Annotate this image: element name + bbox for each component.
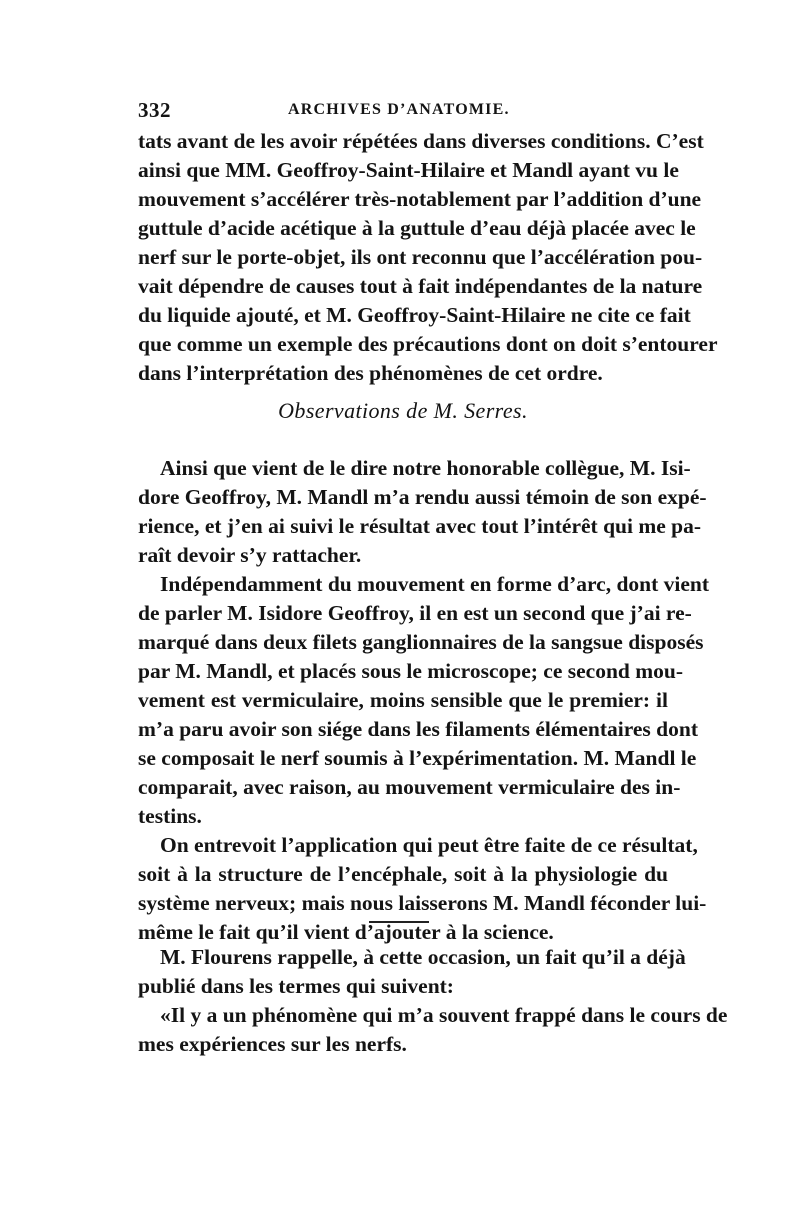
text-line: nerf sur le porte-objet, ils ont reconnu que l’accélération pou- <box>138 245 703 269</box>
section-heading: Observations de M. Serres. <box>278 398 528 423</box>
text-line: du liquide ajouté, et M. Geoffroy-Saint-Hilaire ne cite ce fait <box>138 303 691 327</box>
text-line: guttule d’acide acétique à la guttule d’eau déjà placée avec le <box>138 216 696 240</box>
text-line: système nerveux; mais nous laisserons M. Mandl féconder lui- <box>138 891 707 915</box>
text-line: «Il y a un phénomène qui m’a souvent frappé dans le cours de <box>160 1003 728 1027</box>
text-line: testins. <box>138 804 202 828</box>
text-line: vement est vermiculaire, moins sensible que le premier: il <box>138 688 668 712</box>
text-line: rience, et j’en ai suivi le résultat avec tout l’intérêt qui me pa- <box>138 514 702 538</box>
text-line: On entrevoit l’application qui peut être faite de ce résultat, <box>160 833 698 857</box>
text-line: Ainsi que vient de le dire notre honorable collègue, M. Isi- <box>160 456 691 480</box>
text-line: mouvement s’accélérer très-notablement par l’addition d’une <box>138 187 702 211</box>
text-line: publié dans les termes qui suivent: <box>138 974 454 998</box>
text-line: soit à la structure de l’encéphale, soit à la physiologie du <box>138 862 668 886</box>
text-line: se composait le nerf soumis à l’expérimentation. M. Mandl le <box>138 746 697 770</box>
text-line: Indépendamment du mouvement en forme d’arc, dont vient <box>160 572 710 596</box>
running-head: ARCHIVES D’ANATOMIE. <box>288 101 510 118</box>
text-line: ainsi que MM. Geoffroy-Saint-Hilaire et Mandl ayant vu le <box>138 158 679 182</box>
text-line: que comme un exemple des précautions dont on doit s’entourer <box>138 332 718 356</box>
text-line: m’a paru avoir son siége dans les filaments élémentaires dont <box>138 717 698 741</box>
text-line: mes expériences sur les nerfs. <box>138 1032 407 1056</box>
page-number: 332 <box>138 98 171 122</box>
text-line: dore Geoffroy, M. Mandl m’a rendu aussi témoin de son expé- <box>138 485 707 509</box>
text-line: par M. Mandl, et placés sous le microscope; ce second mou- <box>138 659 684 683</box>
text-line: M. Flourens rappelle, à cette occasion, un fait qu’il a déjà <box>160 945 686 969</box>
text-line: comparait, avec raison, au mouvement vermiculaire des in- <box>138 775 681 799</box>
text-line: raît devoir s’y rattacher. <box>138 543 362 567</box>
text-line: même le fait qu’il vient d’ajouter à la science. <box>138 920 554 944</box>
text-line: de parler M. Isidore Geoffroy, il en est un second que j’ai re- <box>138 601 692 625</box>
page-header <box>138 98 668 124</box>
text-line: marqué dans deux filets ganglionnaires de la sangsue disposés <box>138 630 704 654</box>
text-line: dans l’interprétation des phénomènes de cet ordre. <box>138 361 603 385</box>
separator-rule <box>369 921 429 923</box>
text-line: tats avant de les avoir répétées dans diverses conditions. C’est <box>138 129 704 153</box>
text-line: vait dépendre de causes tout à fait indépendantes de la nature <box>138 274 703 298</box>
